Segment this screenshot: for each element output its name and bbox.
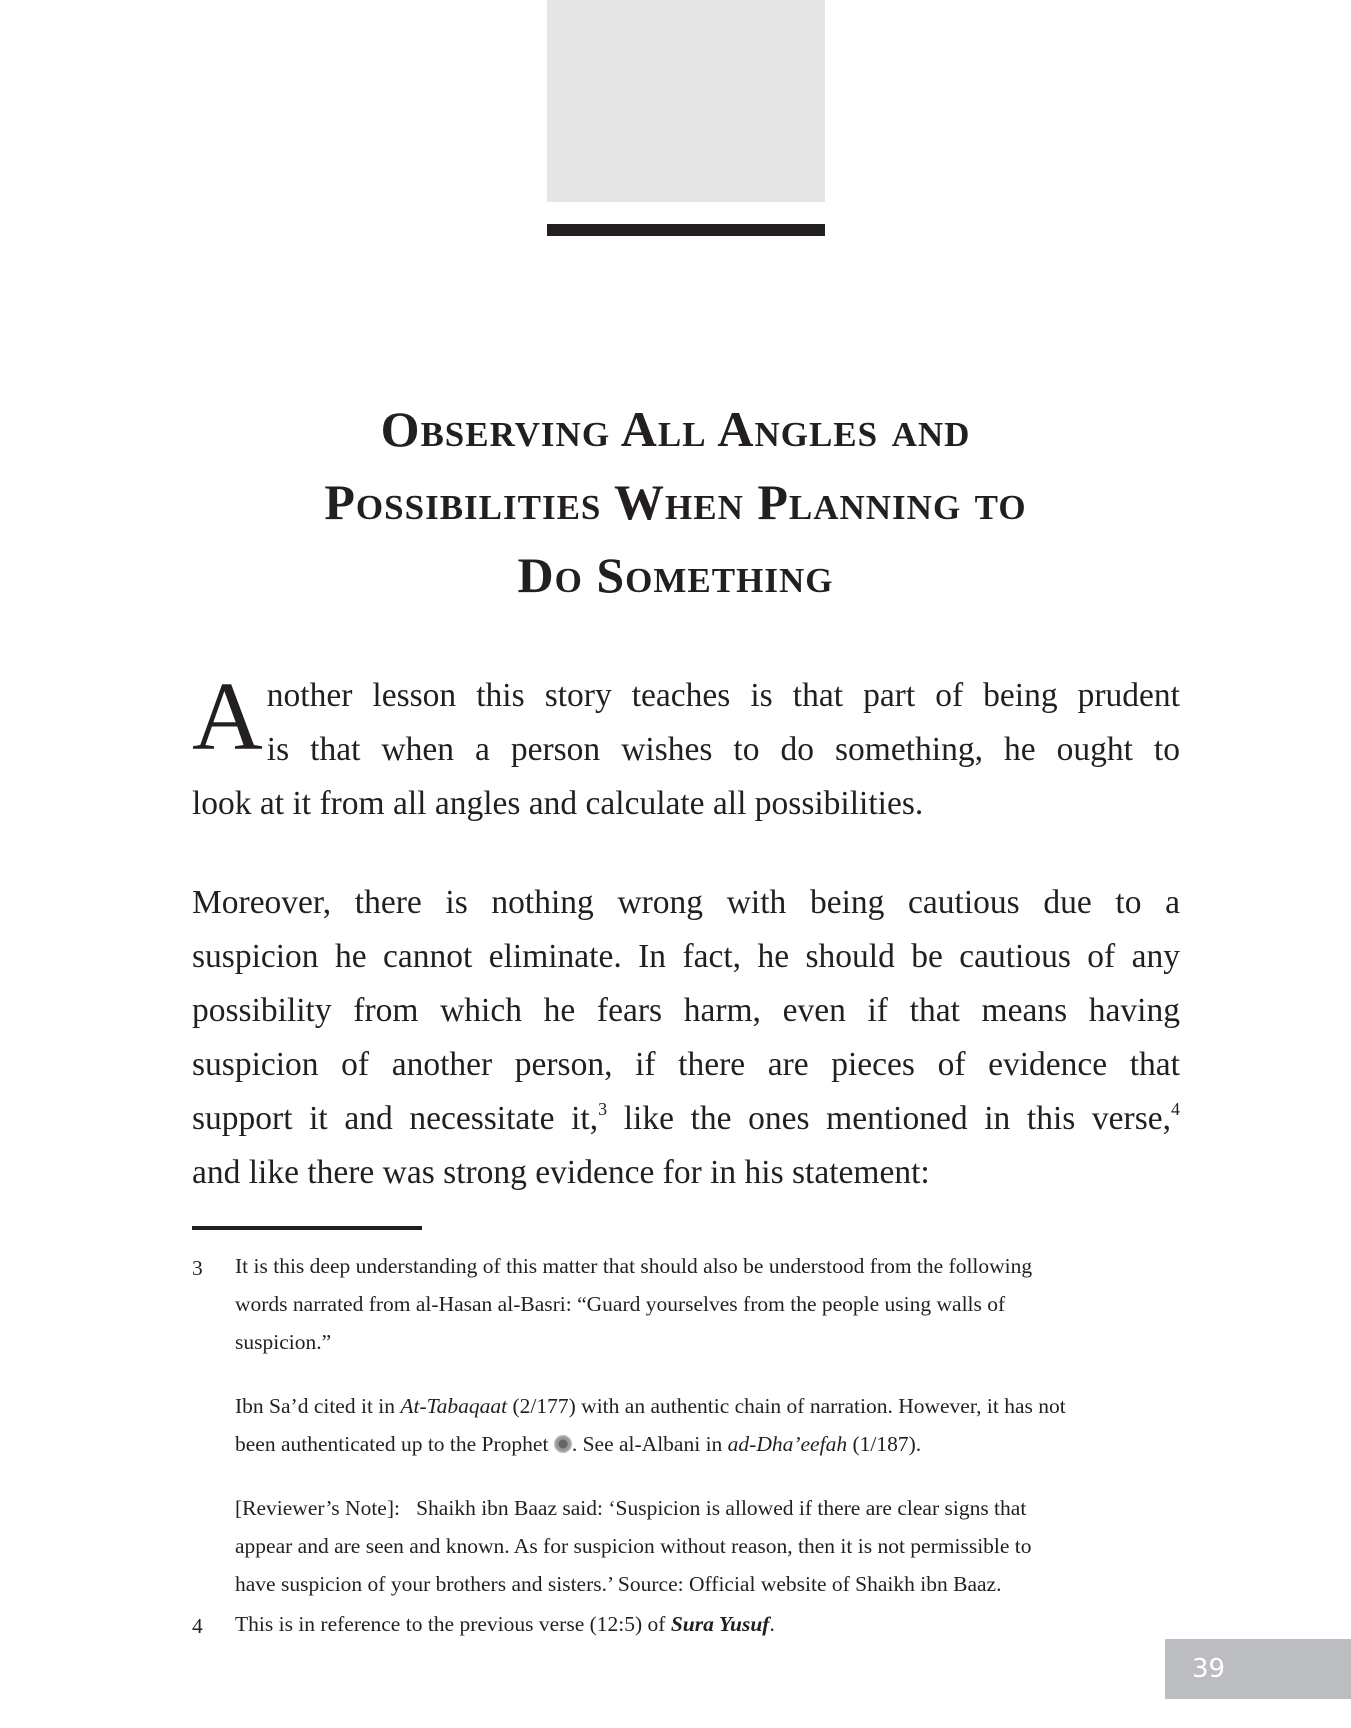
- chapter-title-line: Observing All Angles and: [380, 401, 971, 457]
- book-title: ad-Dha’eefah: [727, 1432, 848, 1456]
- footnote-number: 4: [192, 1614, 203, 1638]
- footnote-line: [Reviewer’s Note]: Shaikh ibn Baaz said: ‘Suspicion is allowed if there are clear signs that: [235, 1496, 1027, 1520]
- sura-name: Sura Yusuf: [670, 1612, 770, 1636]
- footnote-text: (1/187).: [847, 1432, 922, 1456]
- footnote-text: Ibn Sa’d cited it in: [235, 1394, 401, 1418]
- paragraph-line: look at it from all angles and calculate all possibilities.: [192, 785, 924, 822]
- footnote-4: [192, 1605, 1182, 1643]
- footnotes: [192, 1247, 1182, 1643]
- page-number: 39: [1192, 1654, 1226, 1684]
- chapter-title-line: Do Something: [517, 547, 834, 603]
- paragraph-line: nother lesson this story teaches is that part of being prudent: [266, 677, 1180, 714]
- footnote-text: (2/177) with an authentic chain of narration. However, it has not: [507, 1394, 1066, 1418]
- paragraph-line: is that when a person wishes to do something, he ought to: [266, 731, 1180, 768]
- footnote-ref-3[interactable]: 3: [598, 1099, 608, 1119]
- chapter-title-bar: [547, 224, 825, 236]
- book-title: At-Tabaqaat: [400, 1394, 508, 1418]
- footnote-line: It is this deep understanding of this matter that should also be understood from the following: [235, 1254, 1033, 1278]
- paragraph-2: [192, 876, 1180, 1200]
- page-number-box: [1165, 1639, 1351, 1699]
- footnote-text: been authenticated up to the Prophet: [235, 1432, 554, 1456]
- paragraph-line: suspicion he cannot eliminate. In fact, he should be cautious of any: [192, 938, 1180, 975]
- paragraph-line: and like there was strong evidence for in his statement:: [192, 1154, 930, 1191]
- salutation-glyph-icon: [554, 1435, 572, 1453]
- footnote-paragraph: [235, 1247, 1182, 1361]
- paragraph-line: [192, 1092, 1180, 1146]
- footnote-separator: [192, 1226, 422, 1230]
- footnote-text: This is in reference to the previous verse (12:5) of: [235, 1612, 671, 1636]
- chapter-title-line: Possibilities When Planning to: [324, 474, 1027, 530]
- footnote-ref-4[interactable]: 4: [1171, 1099, 1180, 1119]
- footnote-line: [235, 1387, 1182, 1425]
- chapter-title: [150, 393, 1201, 612]
- footnote-paragraph: [235, 1605, 1182, 1643]
- line-text: support it and necessitate it,: [192, 1100, 599, 1137]
- footnote-3: [192, 1247, 1182, 1603]
- footnote-text: . See al-Albani in: [571, 1432, 728, 1456]
- footnote-line: words narrated from al-Hasan al-Basri: “Guard yourselves from the people using walls of: [235, 1292, 1006, 1316]
- footnote-paragraph: [235, 1387, 1182, 1463]
- paragraph-line: possibility from which he fears harm, even if that means having: [192, 992, 1180, 1029]
- footnote-line: suspicion.”: [235, 1330, 332, 1354]
- paragraph-line: suspicion of another person, if there are pieces of evidence that: [192, 1046, 1180, 1083]
- footnote-line: appear and are seen and known. As for suspicion without reason, then it is not permissible to: [235, 1534, 1032, 1558]
- footnote-line: [235, 1425, 1182, 1463]
- footnote-line: have suspicion of your brothers and sisters.’ Source: Official website of Shaikh ibn Baaz.: [235, 1572, 1002, 1596]
- line-text: like the ones mentioned in this verse,: [607, 1100, 1171, 1137]
- paragraph-1: [192, 663, 1180, 831]
- footnote-text: .: [769, 1612, 775, 1636]
- footnote-paragraph: [235, 1489, 1182, 1603]
- paragraph-line: Moreover, there is nothing wrong with being cautious due to a: [192, 884, 1180, 921]
- chapter-image-placeholder: [547, 0, 825, 202]
- footnote-number: 3: [192, 1256, 203, 1280]
- drop-cap: A: [192, 663, 263, 771]
